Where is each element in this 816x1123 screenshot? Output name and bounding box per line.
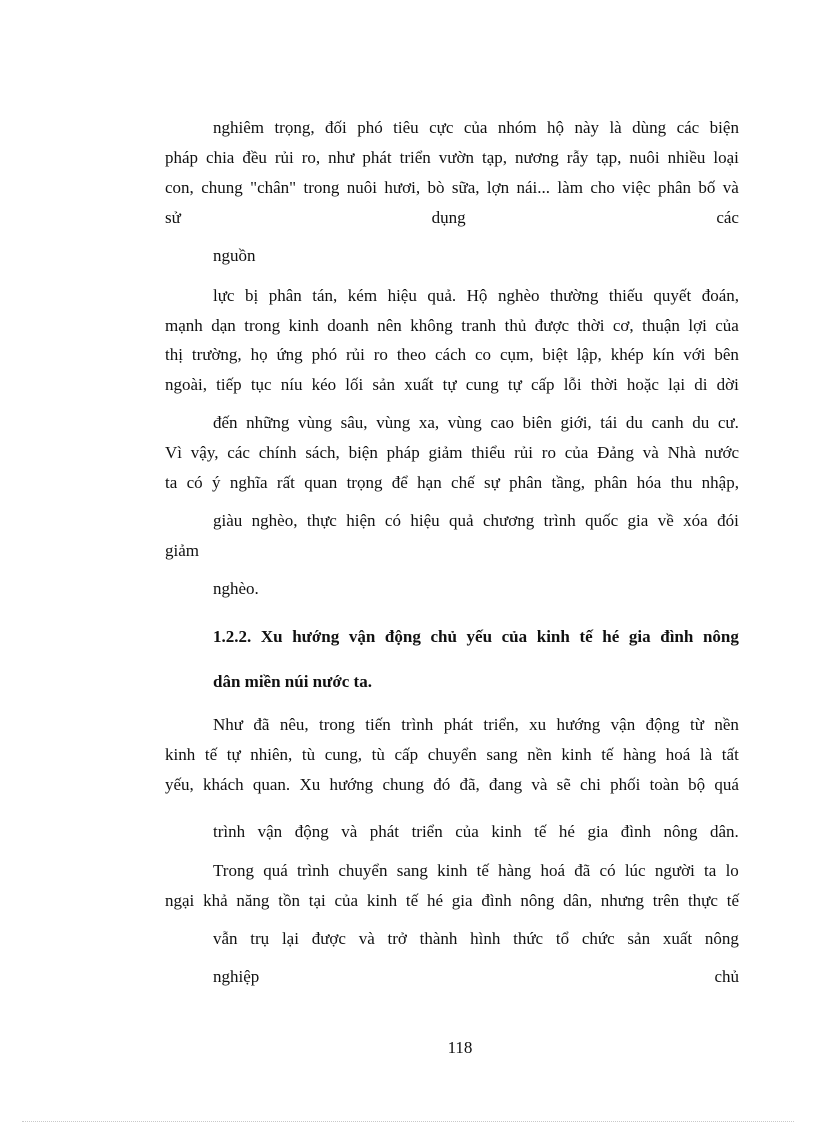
text-line: ta có ý nghĩa rất quan trọng để hạn chế sự phân tầng, phân hóa thu nhập, — [165, 473, 739, 492]
text-line: trình vận động và phát triển của kinh tế hé gia đình nông dân. — [213, 822, 739, 841]
text-line: kinh tế tự nhiên, tù cung, tù cấp chuyển sang nền kinh tế hàng hoá là tất — [165, 745, 739, 764]
text-line: pháp chia đều rủi ro, như phát triển vườn tạp, nương rẫy tạp, nuôi nhiều loại — [165, 148, 739, 167]
text-line: nghiệp chủ — [213, 967, 739, 986]
text-line: lực bị phân tán, kém hiệu quả. Hộ nghèo thường thiếu quyết đoán, — [213, 286, 739, 305]
text-line: sử dụng các — [165, 208, 739, 227]
text-line: mạnh dạn trong kinh doanh nên không tranh thủ được thời cơ, thuận lợi của — [165, 316, 739, 335]
section-heading: 1.2.2. Xu hướng vận động chủ yếu của kinh tế hé gia đình nông — [213, 627, 739, 646]
text-line: nghèo. — [213, 579, 259, 598]
text-line: Trong quá trình chuyển sang kinh tế hàng hoá đã có lúc người ta lo — [213, 861, 739, 880]
text-line: ngoài, tiếp tục níu kéo lối sản xuất tự cung tự cấp lỗi thời hoặc lại di dời — [165, 375, 739, 394]
page-bottom-divider — [22, 1121, 794, 1122]
text-line: đến những vùng sâu, vùng xa, vùng cao biên giới, tái du canh du cư. — [213, 413, 739, 432]
text-line: yếu, khách quan. Xu hướng chung đó đã, đang và sẽ chi phối toàn bộ quá — [165, 775, 739, 794]
text-line: giảm — [165, 541, 199, 560]
text-line: ngại khả năng tồn tại của kinh tế hé gia đình nông dân, nhưng trên thực tế — [165, 891, 739, 910]
text-line: vẫn trụ lại được và trở thành hình thức tổ chức sản xuất nông — [213, 929, 739, 948]
text-line: Như đã nêu, trong tiến trình phát triển, xu hướng vận động từ nền — [213, 715, 739, 734]
page-number: 118 — [447, 1038, 473, 1057]
text-line: nghiêm trọng, đối phó tiêu cực của nhóm hộ này là dùng các biện — [213, 118, 739, 137]
text-line: con, chung "chân" trong nuôi hươi, bò sữa, lợn nái... làm cho việc phân bố và — [165, 178, 739, 197]
text-line: thị trường, họ ứng phó rủi ro theo cách co cụm, biệt lập, khép kín với bên — [165, 345, 739, 364]
section-heading-continued: dân miền núi nước ta. — [213, 672, 372, 691]
text-line: giàu nghèo, thực hiện có hiệu quả chương trình quốc gia về xóa đói — [213, 511, 739, 530]
text-line: nguồn — [213, 246, 256, 265]
text-line: Vì vậy, các chính sách, biện pháp giảm thiểu rủi ro của Đảng và Nhà nước — [165, 443, 739, 462]
